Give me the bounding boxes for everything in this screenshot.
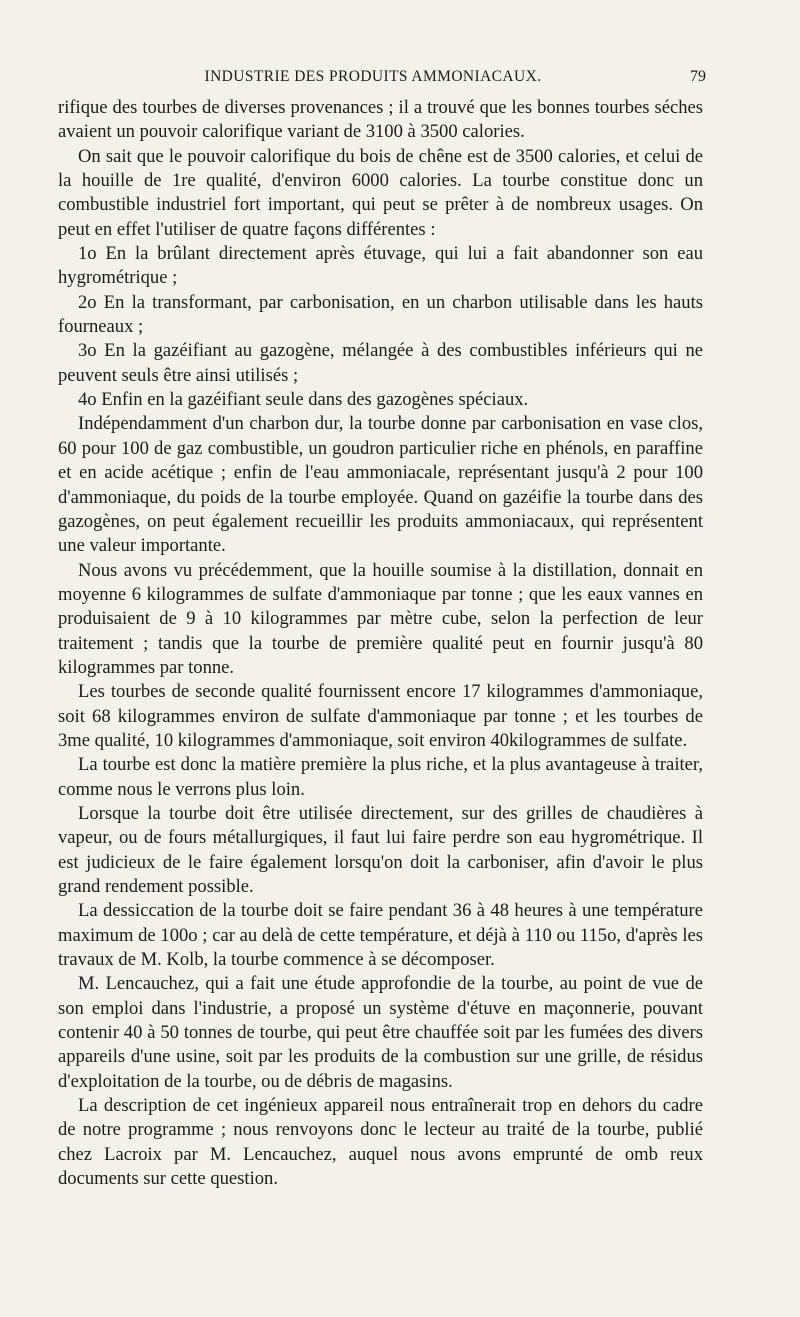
paragraph: Indépendamment d'un charbon dur, la tourbe donne par carbonisation en vase clos, 60 pour 100 de gaz combustible, un goudron particulier riche en phénols, en paraffine et en acide acétique ; enfin de l'eau ammoniacale, représentant jusqu'à 2 pour 100 d'ammoniaque, du poids de la tourbe employée. Quand on gazéifie la tourbe dans des gazogènes, on peut également recueillir les produits ammoniacaux, qui représentent une valeur importante. <box>58 413 703 557</box>
paragraph: M. Lencauchez, qui a fait une étude approfondie de la tourbe, au point de vue de son emploi dans l'industrie, a proposé un système d'étuve en maçonnerie, pouvant contenir 40 à 50 tonnes de tourbe, qui peut être chauffée soit par les fumées des divers appareils d'une usine, soit par les produits de la combustion sur une grille, de résidus d'exploitation de la tourbe, ou de débris de magasins. <box>58 973 703 1092</box>
page-number: 79 <box>690 68 706 85</box>
paragraph: rifique des tourbes de diverses provenances ; il a trouvé que les bonnes tourbes séches avaient un pouvoir calorifique variant de 3100 à 3500 calories. <box>58 97 703 143</box>
paragraph: La tourbe est donc la matière première la plus riche, et la plus avantageuse à traiter, comme nous le verrons plus loin. <box>58 754 703 800</box>
paragraph: 1o En la brûlant directement après étuvage, qui lui a fait abandonner son eau hygrométrique ; <box>58 243 703 289</box>
paragraph: 2o En la transformant, par carbonisation, en un charbon utilisable dans les hauts fourneaux ; <box>58 291 703 338</box>
paragraph: Les tourbes de seconde qualité fournissent encore 17 kilogrammes d'ammoniaque, soit 68 kilogrammes environ de sulfate d'ammoniaque par tonne ; et les tourbes de 3me qualité, 10 kilogrammes d'ammoniaque, soit environ 40kilogrammes de sulfate. <box>58 681 703 751</box>
paragraph: Nous avons vu précédemment, que la houille soumise à la distillation, donnait en moyenne 6 kilogrammes de sulfate d'ammoniaque par tonne ; que les eaux vannes en produisaient de 9 à 10 kilogrammes par mètre cube, selon la perfection de leur traitement ; tandis que la tourbe de première qualité peut en fournir jusqu'à 80 kilogrammes par tonne. <box>58 559 703 678</box>
paragraph: 3o En la gazéifiant au gazogène, mélangée à des combustibles inférieurs qui ne peuvent seuls être ainsi utilisés ; <box>58 340 703 386</box>
running-title: INDUSTRIE DES PRODUITS AMMONIACAUX. <box>204 68 542 85</box>
paragraph: La description de cet ingénieux appareil nous entraînerait trop en dehors du cadre de notre programme ; nous renvoyons donc le lecteur au traité de la tourbe, publié chez Lacroix par M. Lencauchez, auquel nous avons emprunté de omb reux documents sur cette question. <box>58 1095 703 1190</box>
paragraph: La dessiccation de la tourbe doit se faire pendant 36 à 48 heures à une température maximum de 100o ; car au delà de cette température, et déjà à 110 ou 115o, d'après les travaux de M. Kolb, la tourbe commence à se décomposer. <box>58 900 703 971</box>
page-header <box>58 64 706 90</box>
paragraph: 4o Enfin en la gazéifiant seule dans des gazogènes spéciaux. <box>78 389 529 411</box>
body-text <box>58 96 703 1191</box>
paragraph: Lorsque la tourbe doit être utilisée directement, sur des grilles de chaudières à vapeur, ou de fours métallurgiques, il faut lui faire perdre son eau hygrométrique. Il est judicieux de le faire également lorsqu'on doit la carboniser, afin d'avoir le plus grand rendement possible. <box>58 802 703 897</box>
paragraph: On sait que le pouvoir calorifique du bois de chêne est de 3500 calories, et celui de la houille de 1re qualité, d'environ 6000 calories. La tourbe constitue donc un combustible industriel fort important, qui peut se prêter à de nombreux usages. On peut en effet l'utiliser de quatre façons différentes : <box>58 145 703 240</box>
